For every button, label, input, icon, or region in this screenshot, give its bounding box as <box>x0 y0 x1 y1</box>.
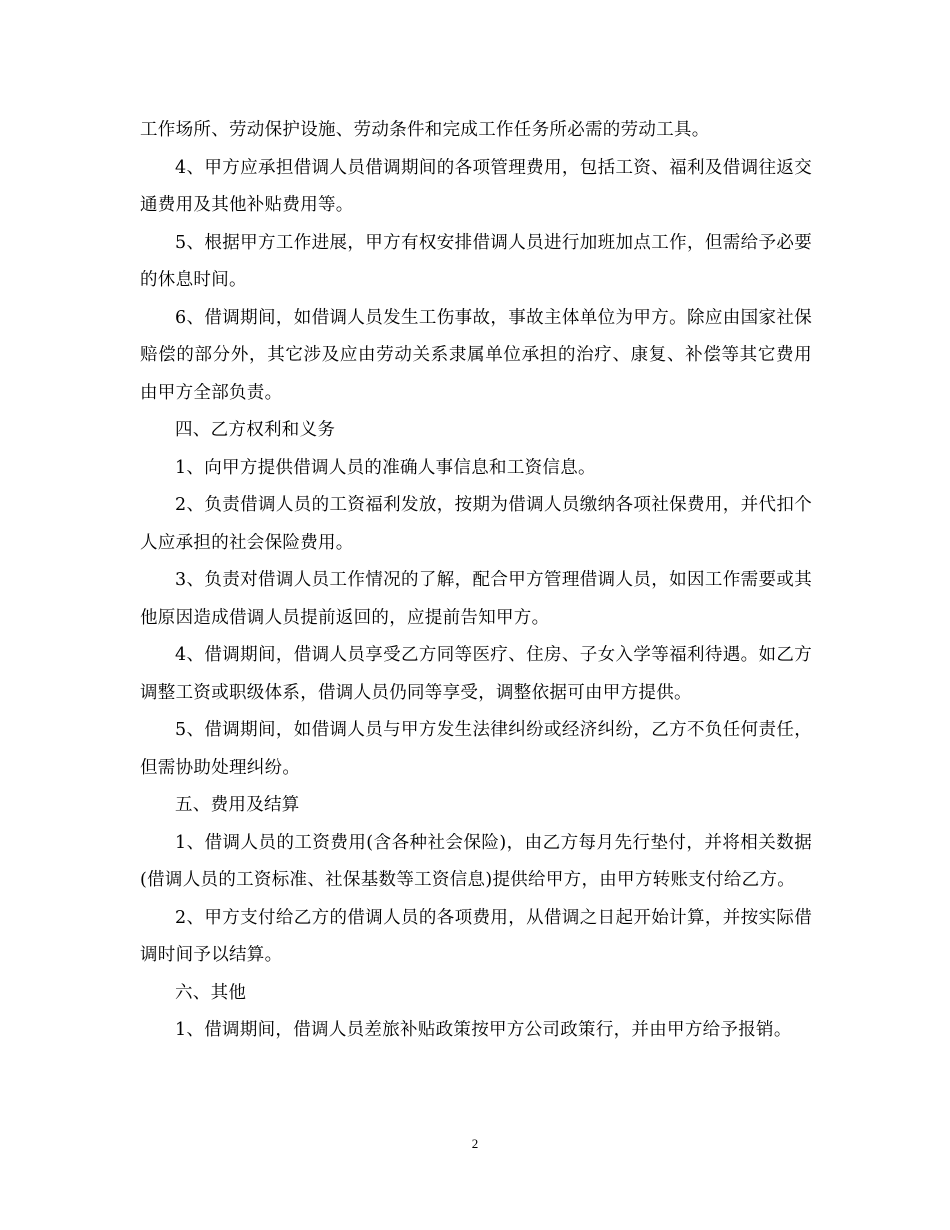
section-heading-4: 四、乙方权利和义务 <box>175 420 336 440</box>
paragraph-clause-4-4: 4、借调期间，借调人员享受乙方同等医疗、住房、子女入学等福利待遇。如乙方调整工资或职级体系，借调人员仍同等享受，调整依据可由甲方提供。 <box>140 645 812 703</box>
paragraph-clause-3-5: 5、根据甲方工作进展，甲方有权安排借调人员进行加班加点工作，但需给予必要的休息时间。 <box>140 232 812 290</box>
paragraph-clause-5-1: 1、借调人员的工资费用(含各种社会保险)，由乙方每月先行垫付，并将相关数据(借调人员的工资标准、社保基数等工资信息)提供给甲方，由甲方转账支付给乙方。 <box>140 832 812 890</box>
paragraph-clause-4-2: 2、负责借调人员的工资福利发放，按期为借调人员缴纳各项社保费用，并代扣个人应承担的社会保险费用。 <box>140 495 812 553</box>
paragraph-clause-5-2: 2、甲方支付给乙方的借调人员的各项费用，从借调之日起开始计算，并按实际借调时间予以结算。 <box>140 907 812 965</box>
paragraph-clause-4-1: 1、向甲方提供借调人员的准确人事信息和工资信息。 <box>175 457 596 478</box>
paragraph-clause-6-1: 1、借调期间，借调人员差旅补贴政策按甲方公司政策行，并由甲方给予报销。 <box>175 1020 792 1040</box>
page-number: 2 <box>471 1136 479 1151</box>
document-body <box>140 112 812 1050</box>
paragraph-continuation: 工作场所、劳动保护设施、劳动条件和完成工作任务所必需的劳动工具。 <box>140 120 710 140</box>
paragraph-clause-4-3: 3、负责对借调人员工作情况的了解，配合甲方管理借调人员，如因工作需要或其他原因造成借调人员提前返回的，应提前告知甲方。 <box>140 570 812 628</box>
section-heading-6: 六、其他 <box>175 982 247 1003</box>
paragraph-clause-4-5: 5、借调期间，如借调人员与甲方发生法律纠纷或经济纠纷，乙方不负任何责任，但需协助处理纠纷。 <box>140 720 812 778</box>
section-heading-5: 五、费用及结算 <box>175 795 300 815</box>
paragraph-clause-3-6: 6、借调期间，如借调人员发生工伤事故，事故主体单位为甲方。除应由国家社保赔偿的部分外，其它涉及应由劳动关系隶属单位承担的治疗、康复、补偿等其它费用由甲方全部负责。 <box>140 307 812 403</box>
paragraph-clause-3-4: 4、甲方应承担借调人员借调期间的各项管理费用，包括工资、福利及借调往返交通费用及其他补贴费用等。 <box>140 157 812 215</box>
